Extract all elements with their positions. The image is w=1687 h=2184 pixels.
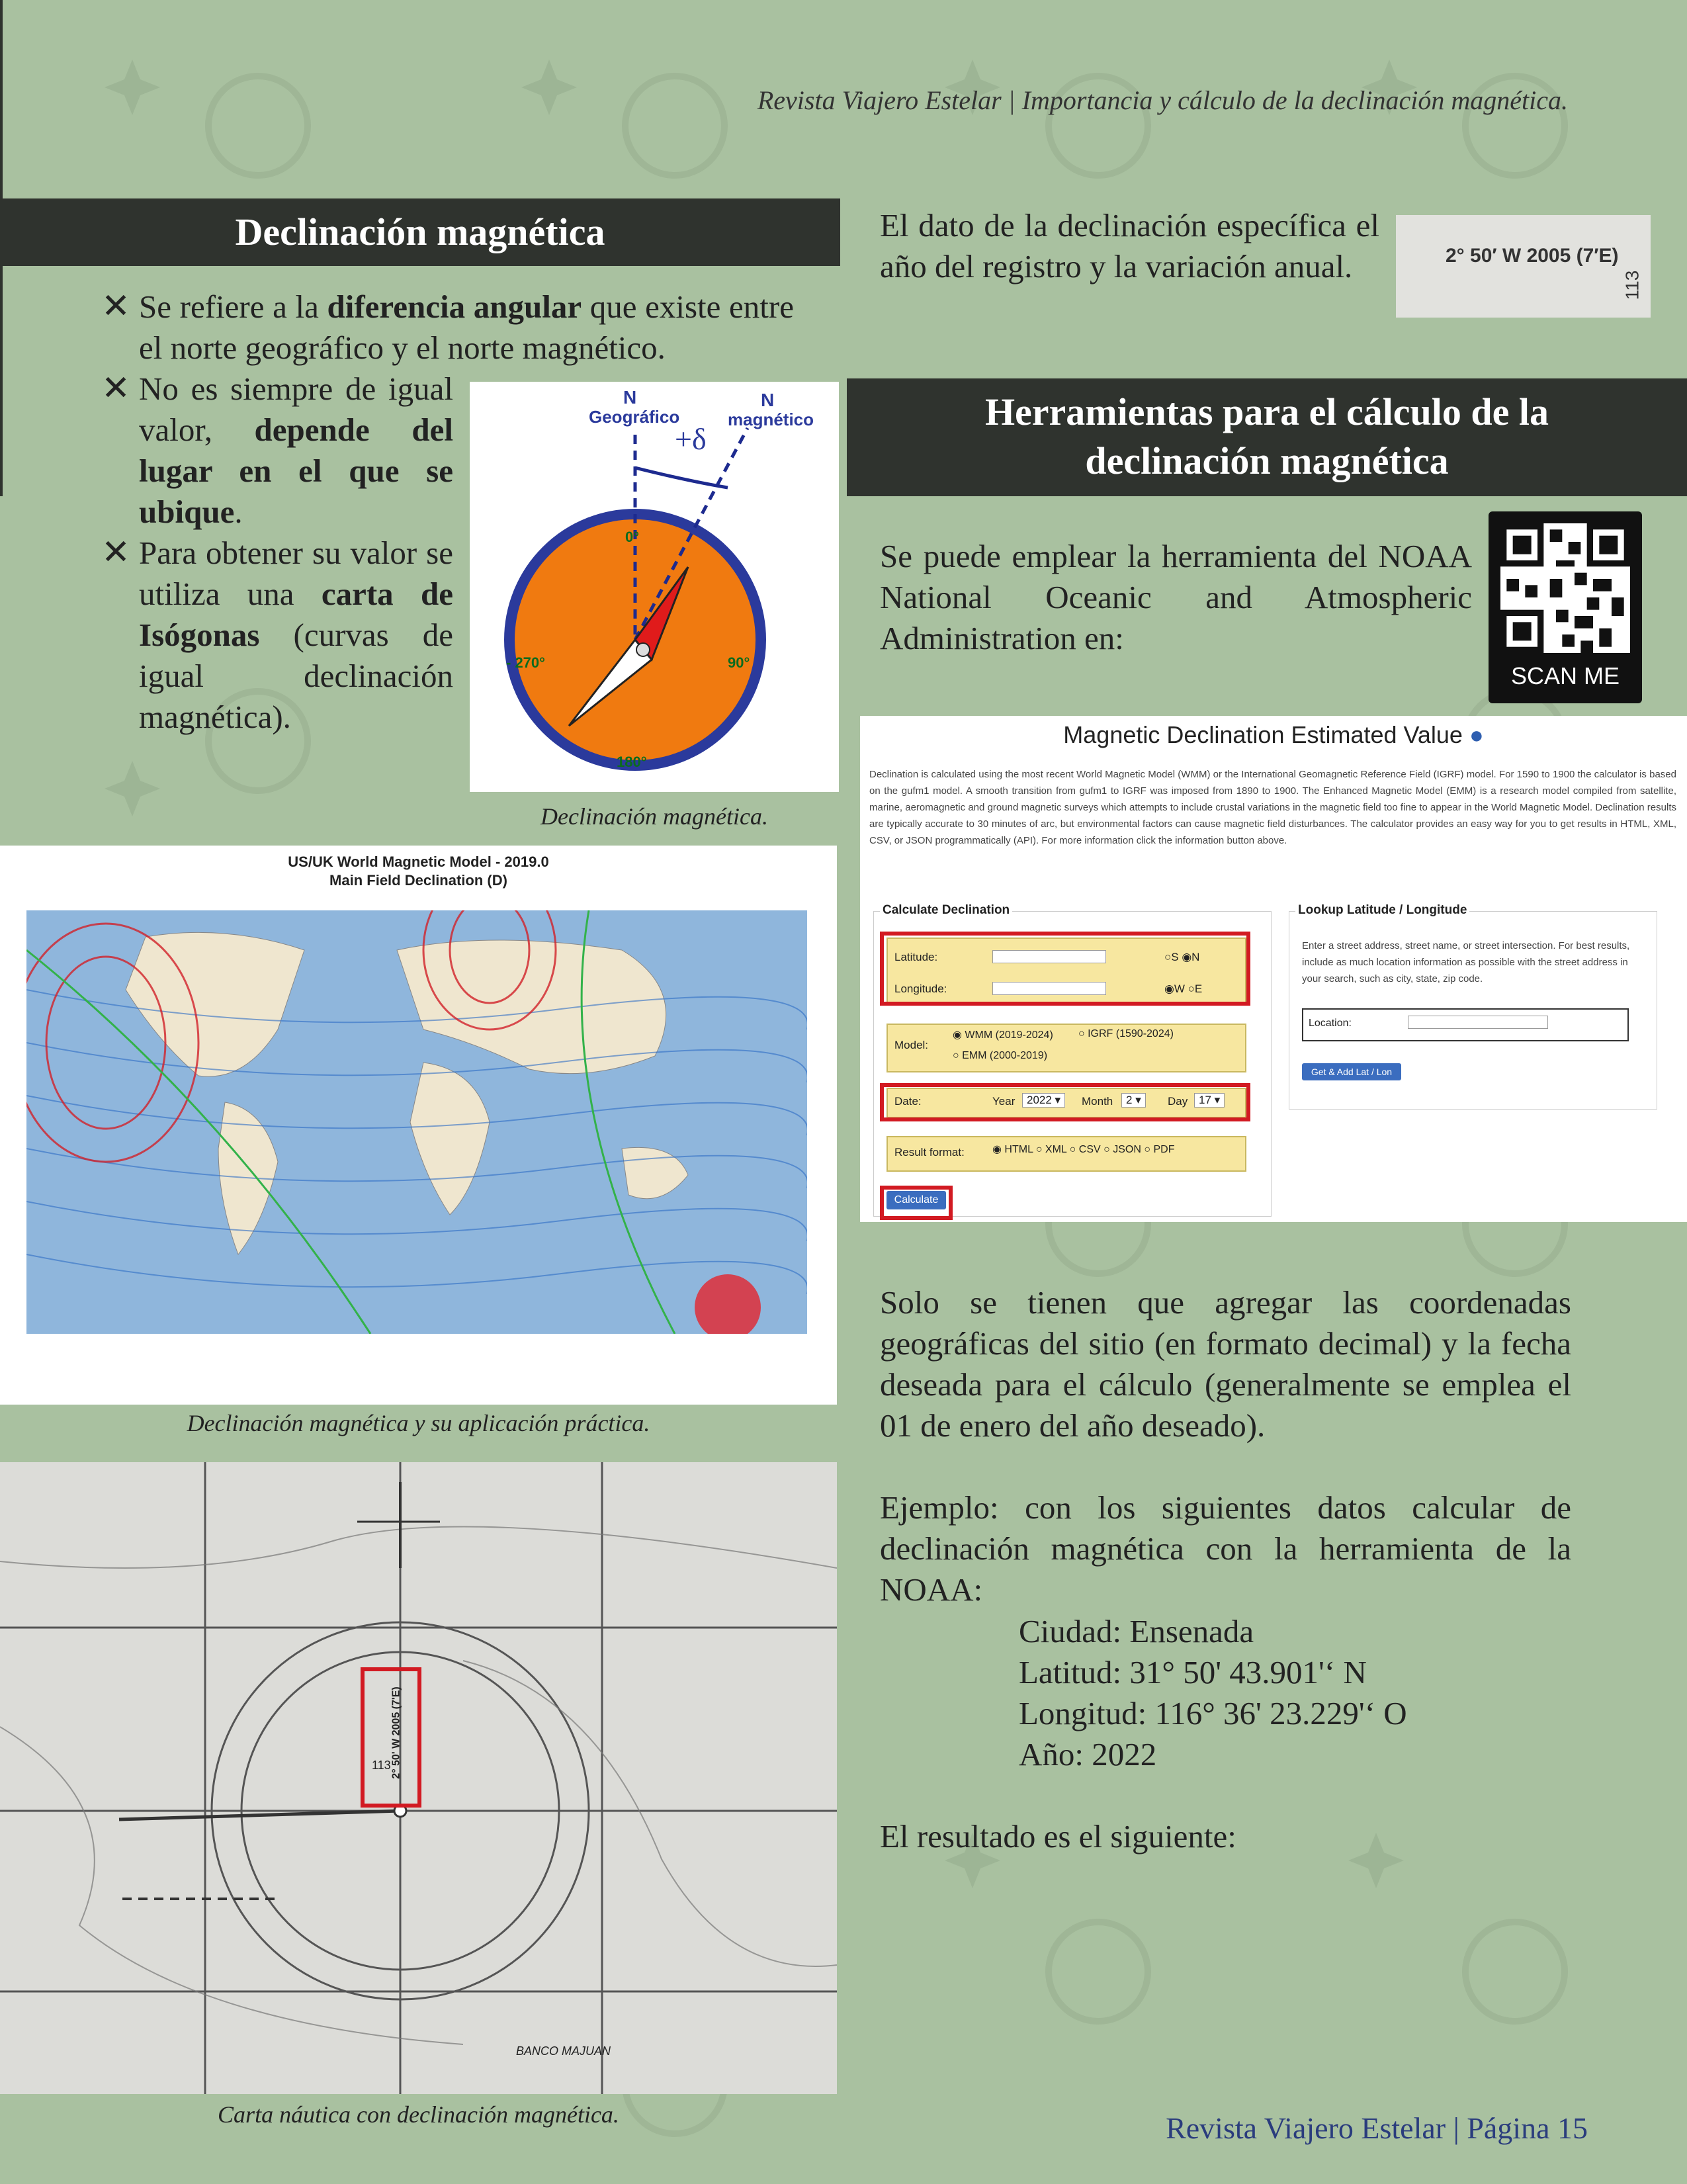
label-delta: +δ: [675, 422, 707, 456]
result-line: El resultado es el siguiente:: [880, 1818, 1236, 1855]
noaa-description: Declination is calculated using the most recent World Magnetic Model (WMM) or the International Geomagnetic Reference Field (IGRF) model. For 1590 to 1900 the calculator is based on the gufm1 model. A smooth transition from gufm1 to IGRF was imposed from 1890 to 1900. The Enhanced Magnetic Model (EMM) is a research model compiled from satellite, marine, aeromagnetic and ground magnetic surveys which attempts to include crustal variations in the magnetic field too fine to appear in the World Magnetic Model. Declination results are typically accurate to 30 minutes of arc, but environmental factors can cause magnetic field disturbances. The calculator provides an easy way for you to get results in HTML, XML, CSV, or JSON programmatically (API). For more information click the information button above.: [869, 769, 1676, 846]
month-label: Month: [1082, 1095, 1113, 1108]
bullet-item: [93, 286, 794, 369]
label-180deg: 180°: [617, 754, 647, 770]
bullet-item: [93, 533, 453, 738]
info-icon[interactable]: ●: [1469, 721, 1484, 748]
chart-label-banco: BANCO MAJUAN: [516, 2044, 611, 2058]
month-select[interactable]: 2 ▾: [1121, 1093, 1146, 1108]
longitude-label: Longitude:: [894, 983, 947, 995]
world-magnetic-map: [0, 846, 837, 1405]
label-geografico: Geográfico: [589, 407, 680, 427]
map-title-2: Main Field Declination (D): [329, 872, 507, 889]
model-label: Model:: [894, 1039, 929, 1051]
label-90deg: 90°: [728, 654, 750, 671]
chart-label-113: 113: [372, 1759, 391, 1772]
label-n-mag: N: [761, 390, 775, 410]
model-emm[interactable]: ○ EMM (2000-2019): [953, 1050, 1048, 1061]
calculate-button[interactable]: Calculate: [887, 1191, 946, 1209]
bullet-list-1: [93, 286, 794, 369]
cross-bullet-icon: ✕: [101, 288, 130, 326]
caption-chart: Carta náutica con declinación magnética.: [218, 2101, 619, 2128]
model-wmm[interactable]: ◉ WMM (2019-2024): [953, 1029, 1053, 1041]
calc-legend: Calculate Declination: [880, 903, 1012, 918]
year-select[interactable]: 2022 ▾: [1022, 1093, 1065, 1108]
example-longitude: Longitud: 116° 36' 23.229'‘ O: [1019, 1695, 1407, 1731]
banner-line-1: Herramientas para el cálculo de la: [984, 390, 1549, 433]
label-0deg: 0°: [625, 529, 640, 545]
day-label: Day: [1168, 1095, 1188, 1108]
section-title-declinacion: Declinación magnética: [0, 198, 840, 266]
section-title-herramientas: [847, 378, 1687, 496]
caption-map: Declinación magnética y su aplicación práctica.: [187, 1410, 650, 1436]
day-select[interactable]: 17 ▾: [1194, 1093, 1225, 1108]
format-options[interactable]: ◉ HTML ○ XML ○ CSV ○ JSON ○ PDF: [992, 1144, 1175, 1155]
longitude-input[interactable]: [992, 982, 1106, 995]
cross-bullet-icon: ✕: [101, 534, 130, 572]
bullet-list-2: [93, 369, 453, 738]
qr-code[interactable]: [1489, 511, 1642, 703]
example-year: Año: 2022: [1019, 1736, 1157, 1772]
label-n-geo: N: [623, 387, 637, 408]
cross-bullet-icon: ✕: [101, 370, 130, 408]
page-footer: Revista Viajero Estelar | Página 15: [1166, 2111, 1588, 2145]
noaa-intro: Se puede emplear la herramienta del NOAA National Oceanic and Atmospheric Administration en:: [880, 538, 1472, 656]
running-header: Revista Viajero Estelar | Importancia y cálculo de la declinación magnética.: [757, 85, 1568, 115]
lon-hemisphere[interactable]: ◉W ○E: [1164, 983, 1203, 995]
date-label: Date:: [894, 1095, 922, 1108]
model-box: [887, 1024, 1246, 1072]
bullet-text: No es siempre de igual valor, depende del lugar en el que se ubique.: [139, 371, 453, 530]
year-label: Year: [992, 1095, 1016, 1108]
declination-note: El dato de la declinación específica el año del registro y la variación anual.: [880, 207, 1379, 284]
bullet-item: [93, 369, 453, 533]
para-example: Ejemplo: con los siguientes datos calcular de declinación magnética con la herramienta de la NOAA:: [880, 1489, 1571, 1608]
nautical-chart: [0, 1462, 837, 2094]
format-label: Result format:: [894, 1146, 965, 1158]
sample-number: 113: [1622, 270, 1643, 300]
lookup-legend: Lookup Latitude / Longitude: [1295, 903, 1469, 918]
lookup-text: Enter a street address, street name, or street intersection. For best results, include as much location information as possible with the street address in your search, such as city, state, zip code.: [1302, 940, 1630, 984]
label-magnetico: magnético: [728, 410, 814, 429]
qr-scan-label: SCAN ME: [1510, 662, 1620, 689]
chart-declination-label: 2° 50' W 2005 (7'E): [390, 1686, 402, 1779]
banner-line-2: declinación magnética: [1085, 439, 1449, 482]
map-title-1: US/UK World Magnetic Model - 2019.0: [288, 853, 549, 870]
location-input[interactable]: [1408, 1016, 1548, 1029]
lookup-button[interactable]: Get & Add Lat / Lon: [1302, 1063, 1401, 1080]
example-latitude: Latitud: 31° 50' 43.901'‘ N: [1019, 1654, 1367, 1690]
noaa-calculator-screenshot: [860, 716, 1687, 1222]
latitude-input[interactable]: [992, 950, 1106, 963]
location-label: Location:: [1309, 1018, 1352, 1029]
noaa-title: Magnetic Declination Estimated Value ●: [1063, 721, 1484, 748]
latitude-label: Latitude:: [894, 951, 938, 963]
bullet-text: Para obtener su valor se utiliza una carta de Isógonas (curvas de igual declinación magnética).: [139, 535, 453, 735]
compass-diagram: [470, 382, 839, 792]
sample-annotation: 2° 50′ W 2005 (7′E): [1446, 245, 1619, 267]
label-270deg: - 270°: [506, 654, 545, 671]
model-igrf[interactable]: ○ IGRF (1590-2024): [1078, 1028, 1174, 1039]
lat-hemisphere[interactable]: ○S ◉N: [1164, 951, 1200, 963]
bullet-text: Se refiere a la diferencia angular que existe entre el norte geográfico y el norte magnético.: [139, 288, 794, 366]
declination-sample-image: [1396, 215, 1651, 318]
para-coordinates: Solo se tienen que agregar las coordenadas geográficas del sitio (en formato decimal) y la fecha deseada para el cálculo (generalmente se emplea el 01 de enero del año deseado).: [880, 1284, 1571, 1444]
example-city: Ciudad: Ensenada: [1019, 1613, 1254, 1649]
caption-compass: Declinación magnética.: [541, 803, 768, 830]
